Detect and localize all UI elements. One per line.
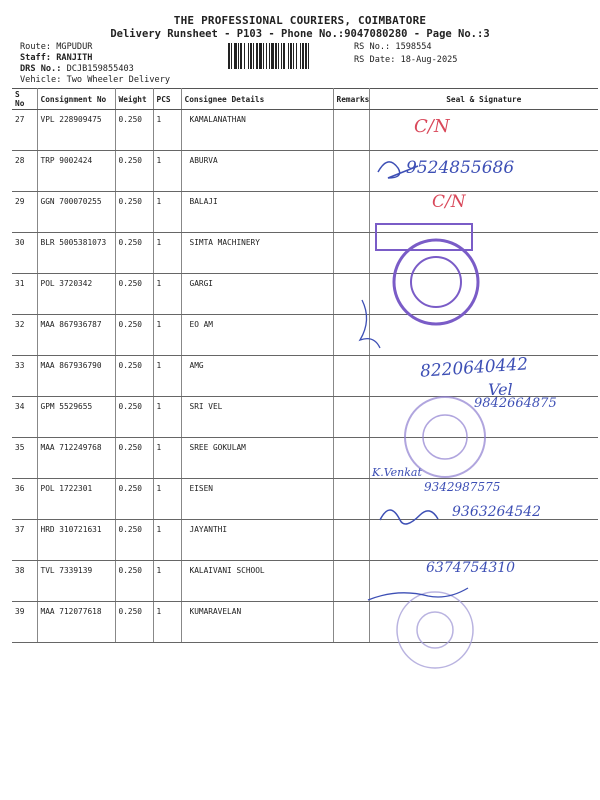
signature-scribble-2 [360,300,380,348]
cell-consignee: KAMALANATHAN [181,110,333,151]
cell-pcs: 1 [153,479,181,520]
cell-weight: 0.250 [115,397,153,438]
cell-weight: 0.250 [115,110,153,151]
cell-sno: 31 [12,274,37,315]
cell-sno: 39 [12,602,37,643]
signature-scribble-1 [378,162,418,178]
handwritten-phone-3: 9842664875 [474,396,557,411]
cell-pcs: 1 [153,233,181,274]
cell-pcs: 1 [153,438,181,479]
cell-weight: 0.250 [115,356,153,397]
rs-number: RS No.: 1598554 [354,42,432,52]
cell-weight: 0.250 [115,233,153,274]
cell-weight: 0.250 [115,151,153,192]
cell-consignee: SRI VEL [181,397,333,438]
cell-consignment-no: HRD 310721631 [37,520,115,561]
cell-consignee: KALAIVANI SCHOOL [181,561,333,602]
cell-consignment-no: MAA 712077618 [37,602,115,643]
cell-consignee: AMG [181,356,333,397]
handwritten-vel: Vel [488,380,513,399]
cell-consignment-no: GGN 700070255 [37,192,115,233]
handwritten-phone-5: 9363264542 [452,504,542,520]
cell-sno: 27 [12,110,37,151]
cell-weight: 0.250 [115,602,153,643]
cell-weight: 0.250 [115,274,153,315]
cell-weight: 0.250 [115,192,153,233]
col-consignee: Consignee Details [181,89,333,110]
cell-consignment-no: MAA 867936787 [37,315,115,356]
cell-pcs: 1 [153,356,181,397]
handwritten-phone-1: 9524855686 [406,158,515,178]
cell-consignee: EISEN [181,479,333,520]
col-weight: Weight [115,89,153,110]
handwritten-cn-2: C/N [432,192,466,212]
cell-pcs: 1 [153,561,181,602]
cell-consignment-no: MAA 867936790 [37,356,115,397]
cell-consignee: SREE GOKULAM [181,438,333,479]
cell-consignee: KUMARAVELAN [181,602,333,643]
col-remarks: Remarks [333,89,369,110]
cell-pcs: 1 [153,192,181,233]
cbe-stamp [397,592,473,668]
col-sno: S No [12,89,37,110]
handwritten-cn-1: C/N [414,116,450,137]
cell-weight: 0.250 [115,520,153,561]
cell-consignment-no: POL 3720342 [37,274,115,315]
cell-consignee: BALAJI [181,192,333,233]
cell-sno: 38 [12,561,37,602]
cell-consignee: GARGI [181,274,333,315]
cell-sno: 37 [12,520,37,561]
col-seal-signature: Seal & Signature [369,89,598,110]
cell-weight: 0.250 [115,315,153,356]
cell-consignment-no: TRP 9002424 [37,151,115,192]
handwritten-phone-6: 6374754310 [426,560,516,576]
cell-sno: 28 [12,151,37,192]
cell-weight: 0.250 [115,479,153,520]
rs-date: RS Date: 18-Aug-2025 [354,55,458,65]
cell-consignee: ABURVA [181,151,333,192]
runsheet-subtitle: Delivery Runsheet - P103 - Phone No.:9047080280 - Page No.:3 [110,28,490,40]
cell-pcs: 1 [153,397,181,438]
round-stamp [405,397,485,477]
drs-value: DCJB159855403 [66,64,134,74]
col-consignment: Consignment No [37,89,115,110]
cell-pcs: 1 [153,520,181,561]
cell-consignment-no: BLR 5005381073 [37,233,115,274]
signature-scribble-3 [380,510,438,524]
col-pcs: PCS [153,89,181,110]
handwritten-phone-2: 8220640442 [419,354,529,382]
cell-sno: 35 [12,438,37,479]
company-title: THE PROFESSIONAL COURIERS, COIMBATORE [173,14,427,27]
signature-scribble-4 [368,588,468,600]
drs-label: DRS No.: [20,64,62,74]
company-stamp [376,224,478,324]
cell-sno: 36 [12,479,37,520]
cell-consignment-no: VPL 228909475 [37,110,115,151]
route-label: Route: MGPUDUR [20,42,93,52]
cell-sno: 32 [12,315,37,356]
handwritten-kvenkat: K.Venkat [372,466,422,479]
cell-sno: 33 [12,356,37,397]
cell-consignment-no: MAA 712249768 [37,438,115,479]
cell-pcs: 1 [153,110,181,151]
cell-weight: 0.250 [115,438,153,479]
cell-consignee: EO AM [181,315,333,356]
cell-consignee: JAYANTHI [181,520,333,561]
cell-sno: 34 [12,397,37,438]
cell-pcs: 1 [153,274,181,315]
handwritten-phone-4: 9342987575 [424,480,501,494]
cell-consignee: SIMTA MACHINERY [181,233,333,274]
cell-consignment-no: TVL 7339139 [37,561,115,602]
cell-weight: 0.250 [115,561,153,602]
cell-pcs: 1 [153,315,181,356]
cell-sno: 29 [12,192,37,233]
cell-pcs: 1 [153,151,181,192]
cell-sno: 30 [12,233,37,274]
cell-consignment-no: GPM 5529655 [37,397,115,438]
cell-consignment-no: POL 1722301 [37,479,115,520]
vehicle-label: Vehicle: Two Wheeler Delivery [20,75,171,85]
cell-pcs: 1 [153,602,181,643]
staff-label: Staff: RANJITH [20,53,93,63]
